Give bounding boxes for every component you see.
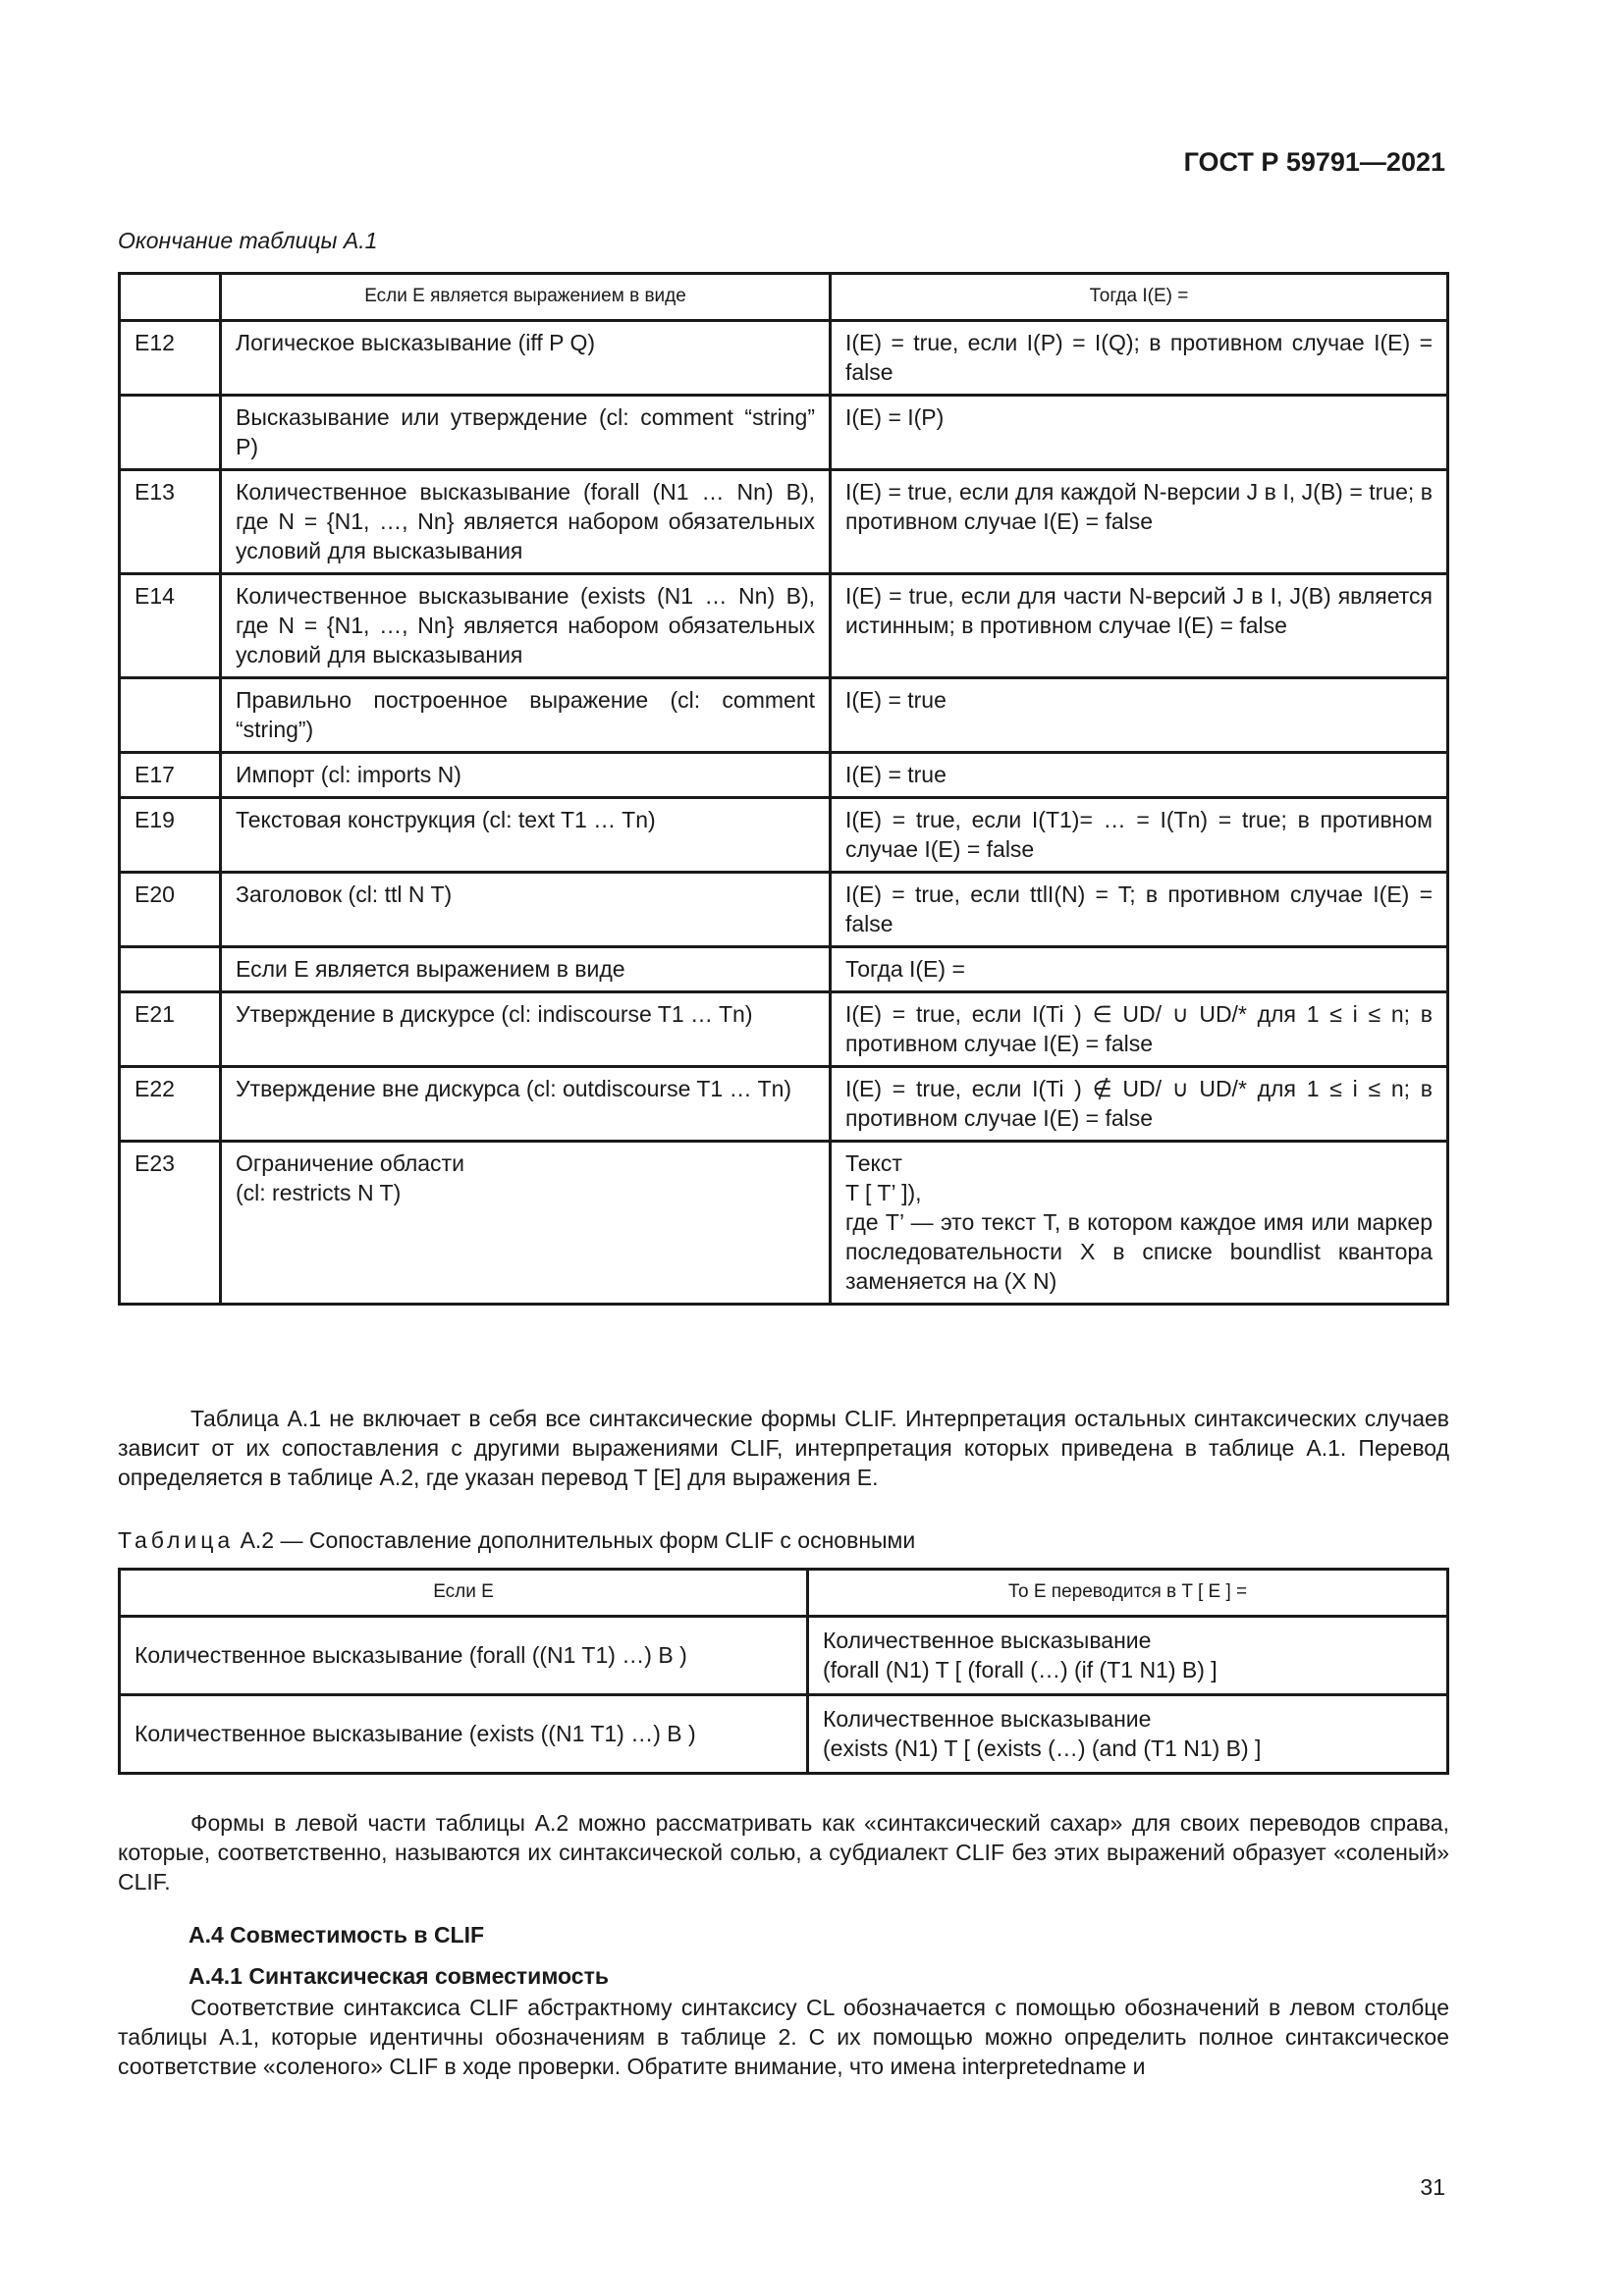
expr-cell: Количественное высказывание (forall (N1 … Nn) B), где N = {N1, …, Nn} является набором обязательных условий для высказывания: [221, 470, 831, 574]
table-row: [120, 678, 1448, 753]
code-cell: E20: [120, 873, 221, 947]
expr-cell: Ограничение области (cl: restricts N T): [221, 1142, 831, 1305]
expr-cell: Заголовок (cl: ttl N T): [221, 873, 831, 947]
header-cell: [120, 274, 221, 321]
expr-cell: Если E является выражением в виде: [221, 947, 831, 992]
interp-cell: I(E) = true, если I(Ti ) ∈ UD/ ∪ UD/* для 1 ≤ i ≤ n; в противном случае I(E) = false: [831, 992, 1448, 1067]
table-a1: [118, 272, 1449, 1306]
interp-cell: Текст T [ T’ ]), где T’ — это текст T, в котором каждое имя или маркер последовательности X в списке boundlist квантора заменяется на (X N): [831, 1142, 1448, 1305]
table-row: [120, 1617, 1448, 1695]
code-cell: E21: [120, 992, 221, 1067]
code-cell: [120, 678, 221, 753]
code-cell: E22: [120, 1067, 221, 1142]
right-cell: Количественное высказывание (forall (N1) T [ (forall (…) (if (T1 N1) B) ]: [808, 1617, 1448, 1695]
expr-cell: Текстовая конструкция (cl: text T1 … Tn): [221, 798, 831, 873]
table2-caption: [118, 1527, 915, 1554]
interp-cell: I(E) = true: [831, 753, 1448, 798]
header-cell: Тогда I(E) =: [831, 274, 1448, 321]
table-row: [120, 992, 1448, 1067]
interp-cell: I(E) = true, если I(P) = I(Q); в противном случае I(E) = false: [831, 321, 1448, 396]
table-row: [120, 873, 1448, 947]
expr-cell: Высказывание или утверждение (cl: comment “string” P): [221, 396, 831, 470]
expr-cell: Утверждение вне дискурса (cl: outdiscourse T1 … Tn): [221, 1067, 831, 1142]
code-cell: E13: [120, 470, 221, 574]
code-cell: [120, 947, 221, 992]
expr-cell: Утверждение в дискурсе (cl: indiscourse T1 … Tn): [221, 992, 831, 1067]
code-cell: E14: [120, 574, 221, 678]
table-row: [120, 1695, 1448, 1774]
code-cell: E23: [120, 1142, 221, 1305]
interp-cell: I(E) = true, если для части N-версий J в I, J(B) является истинным; в противном случае I(E) = false: [831, 574, 1448, 678]
code-cell: E17: [120, 753, 221, 798]
interp-cell: Тогда I(E) =: [831, 947, 1448, 992]
interp-cell: I(E) = true, если I(Ti ) ∉ UD/ ∪ UD/* для 1 ≤ i ≤ n; в противном случае I(E) = false: [831, 1067, 1448, 1142]
code-cell: E12: [120, 321, 221, 396]
section-heading-a41: А.4.1 Синтаксическая совместимость: [189, 1963, 609, 1989]
expr-cell: Правильно построенное выражение (cl: comment “string”): [221, 678, 831, 753]
expr-cell: Количественное высказывание (exists (N1 … Nn) B), где N = {N1, …, Nn} является набором обязательных условий для высказывания: [221, 574, 831, 678]
code-cell: E19: [120, 798, 221, 873]
interp-cell: I(E) = true: [831, 678, 1448, 753]
section-heading-a4: А.4 Совместимость в CLIF: [189, 1922, 485, 1948]
table-row: [120, 396, 1448, 470]
table2-caption-text: А.2 — Сопоставление дополнительных форм CLIF с основными: [240, 1527, 916, 1553]
header-cell: Если E: [120, 1570, 808, 1617]
left-cell: Количественное высказывание (forall ((N1 T1) …) B ): [120, 1617, 808, 1695]
table-row: [120, 753, 1448, 798]
paragraph-syntactic-compat: Соответствие синтаксиса CLIF абстрактному синтаксису CL обозначается с помощью обозначений в левом столбце таблицы А.1, которые идентичны обозначениям в таблице 2. С их помощью можно определить полное синтаксическое соответствие «соленого» CLIF в ходе проверки. Обратите внимание, что имена interpretedname и: [118, 1995, 1449, 2079]
table2-caption-label: Таблица: [118, 1527, 235, 1553]
table-header-row: [120, 1570, 1448, 1617]
header-cell: Если E является выражением в виде: [221, 274, 831, 321]
interp-cell: I(E) = true, если I(T1)= … = I(Tn) = true; в противном случае I(E) = false: [831, 798, 1448, 873]
expr-cell: Логическое высказывание (iff P Q): [221, 321, 831, 396]
expr-cell: Импорт (cl: imports N): [221, 753, 831, 798]
table-row: [120, 1067, 1448, 1142]
interp-cell: I(E) = true, если для каждой N-версии J в I, J(B) = true; в противном случае I(E) = false: [831, 470, 1448, 574]
interp-cell: I(E) = true, если ttlI(N) = T; в противном случае I(E) = false: [831, 873, 1448, 947]
paragraph-syntactic-sugar: Формы в левой части таблицы А.2 можно рассматривать как «синтаксический сахар» для своих переводов справа, которые, соответственно, называются их синтаксической солью, а субдиалект CLIF без этих выражений образует «соленый» CLIF.: [118, 1810, 1449, 1895]
table-a2: [118, 1568, 1449, 1775]
interp-cell: I(E) = I(P): [831, 396, 1448, 470]
page-number: 31: [1420, 2174, 1445, 2200]
document-id: ГОСТ Р 59791—2021: [1183, 147, 1445, 177]
table-row: [120, 1142, 1448, 1305]
table-row: [120, 321, 1448, 396]
table-row: [120, 470, 1448, 574]
header-cell: То E переводится в T [ E ] =: [808, 1570, 1448, 1617]
table-row: [120, 574, 1448, 678]
code-cell: [120, 396, 221, 470]
table-header-row: [120, 274, 1448, 321]
right-cell: Количественное высказывание (exists (N1) T [ (exists (…) (and (T1 N1) B) ]: [808, 1695, 1448, 1774]
table-row: [120, 947, 1448, 992]
left-cell: Количественное высказывание (exists ((N1 T1) …) B ): [120, 1695, 808, 1774]
table-row: [120, 798, 1448, 873]
table1-caption: Окончание таблицы А.1: [118, 228, 378, 253]
paragraph-table-a1-note: Таблица А.1 не включает в себя все синтаксические формы CLIF. Интерпретация остальных синтаксических случаев зависит от их сопоставления с другими выражениями CLIF, интерпретация которых приведена в таблице А.1. Перевод определяется в таблице А.2, где указан перевод T [E] для выражения E.: [118, 1406, 1449, 1490]
